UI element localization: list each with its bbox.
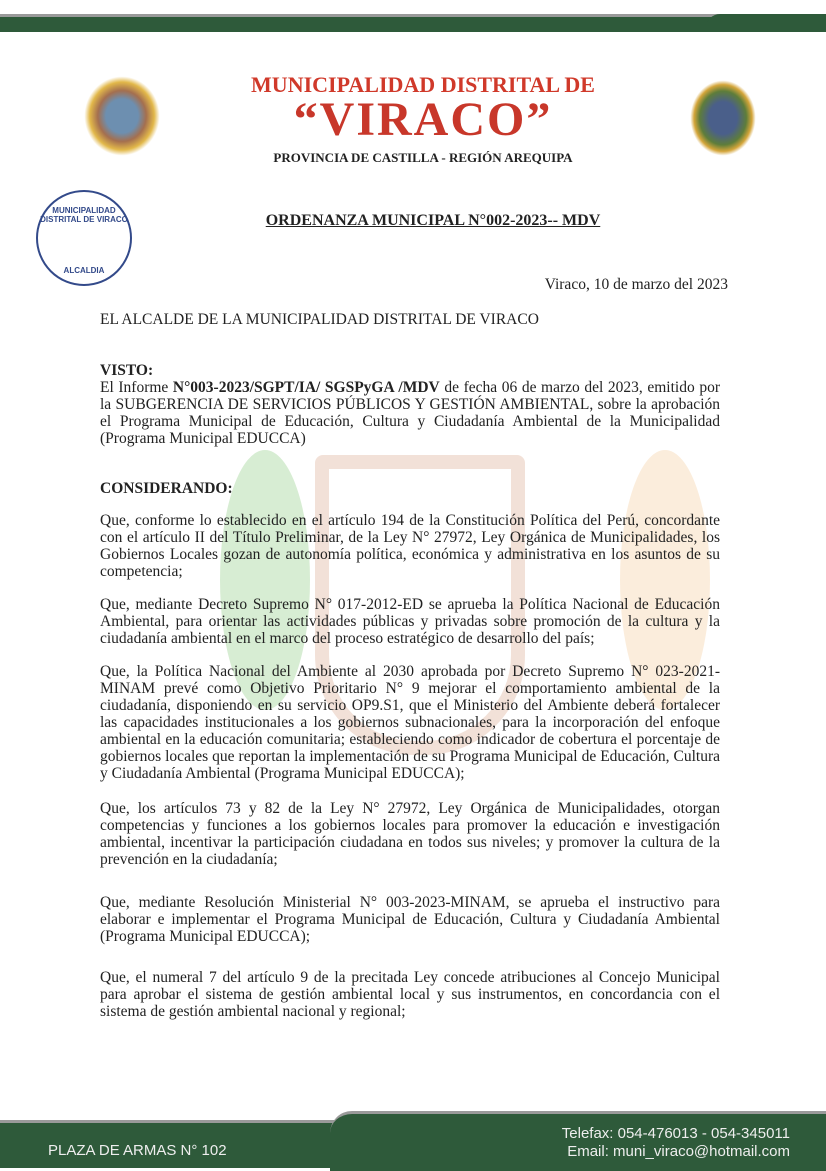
- considerando-paragraph: Que, la Política Nacional del Ambiente al 2030 aprobada por Decreto Supremo N° 023-2021-MINAM prevé como Objetivo Prioritario N° 9 mejorar el comportamiento ambiental de la ciudadanía, disponiendo en su servicio OP9.S1, que el Ministerio del Ambiente deberá fortalecer las capacidades institucionales a los gobiernos subnacionales, para la incorporación del enfoque ambiental en la educación comunitaria; estableciendo como indicador de cobertura el porcentaje de gobiernos locales que reportan la implementación de su Programa Municipal de Educación, Cultura y Ciudadanía Ambiental (Programa Municipal EDUCCA);: [100, 663, 720, 782]
- alcaldia-stamp: [36, 190, 132, 286]
- considerando-paragraph: Que, mediante Decreto Supremo N° 017-2012-ED se aprueba la Política Nacional de Educación Ambiental, para orientar las actividades públicas y privadas sobre promoción de la cultura y la ciudadanía ambiental en el marco del proceso estratégico de desarrollo del país;: [100, 596, 720, 647]
- visto-section: [100, 362, 720, 447]
- footer-phone: Telefax: 054-476013 - 054-345011: [561, 1125, 790, 1142]
- header-title: “VIRACO”: [293, 93, 553, 146]
- considerando-heading: CONSIDERANDO:: [100, 480, 233, 497]
- visto-text: de fecha 06 de marzo del 2023, emitido por la SUBGERENCIA DE SERVICIOS PÚBLICOS Y GESTIÓN AMBIENTAL, sobre la aprobación el Programa Municipal de Educación, Cultura y Ciudadanía Ambiental de la Municipalidad (Programa Municipal EDUCCA): [100, 379, 720, 447]
- visto-ref: N°003-2023/SGPT/IA/ SGSPyGA /MDV: [172, 379, 440, 396]
- document-title: ORDENANZA MUNICIPAL N°002-2023-- MDV: [265, 212, 601, 229]
- visto-paragraph: [100, 379, 720, 447]
- considerando-paragraph: Que, los artículos 73 y 82 de la Ley N° 27972, Ley Orgánica de Municipalidades, otorgan competencias y funciones a los gobiernos locales para promover la educación e investigación ambiental, incentivar la participación ciudadana en todos sus niveles; y promover la cultura de la prevención en la ciudadanía;: [100, 800, 720, 868]
- considerando-paragraph: Que, mediante Resolución Ministerial N° 003-2023-MINAM, se aprueba el instructivo para elaborar e implementar el Programa Municipal de Educación, Cultura y Ciudadanía Ambiental (Programa Municipal EDUCCA);: [100, 894, 720, 945]
- considerando-paragraph: Que, conforme lo establecido en el artículo 194 de la Constitución Política del Perú, concordante con el artículo II del Título Preliminar, de la Ley N° 27972, Ley Orgánica de Municipalidades, los Gobiernos Locales gozan de autonomía política, económica y administrativa en los asuntos de su competencia;: [100, 512, 720, 580]
- footer-email: Email: muni_viraco@hotmail.com: [567, 1143, 790, 1160]
- footer-address: PLAZA DE ARMAS N° 102: [48, 1142, 227, 1159]
- stamp-bottom-text: ALCALDIA: [63, 266, 105, 275]
- header-band: [0, 14, 826, 32]
- stamp-top-text: MUNICIPALIDAD DISTRITAL DE VIRACO: [40, 206, 128, 224]
- header-subtitle: PROVINCIA DE CASTILLA - REGIÓN AREQUIPA: [273, 150, 573, 165]
- header-line1: MUNICIPALIDAD DISTRITAL DE: [251, 72, 595, 97]
- visto-pre: El Informe: [100, 379, 173, 396]
- document-date: Viraco, 10 de marzo del 2023: [544, 276, 728, 293]
- considerando-paragraph: Que, el numeral 7 del artículo 9 de la precitada Ley concede atribuciones al Concejo Municipal para aprobar el sistema de gestión ambiental local y sus instrumentos, en concordancia con el sistema de gestión ambiental nacional y regional;: [100, 969, 720, 1020]
- considerando-section: [100, 480, 720, 1020]
- addressee: EL ALCALDE DE LA MUNICIPALIDAD DISTRITAL DE VIRACO: [100, 311, 539, 328]
- visto-heading: VISTO:: [100, 362, 154, 379]
- footer-contact: [562, 1125, 790, 1161]
